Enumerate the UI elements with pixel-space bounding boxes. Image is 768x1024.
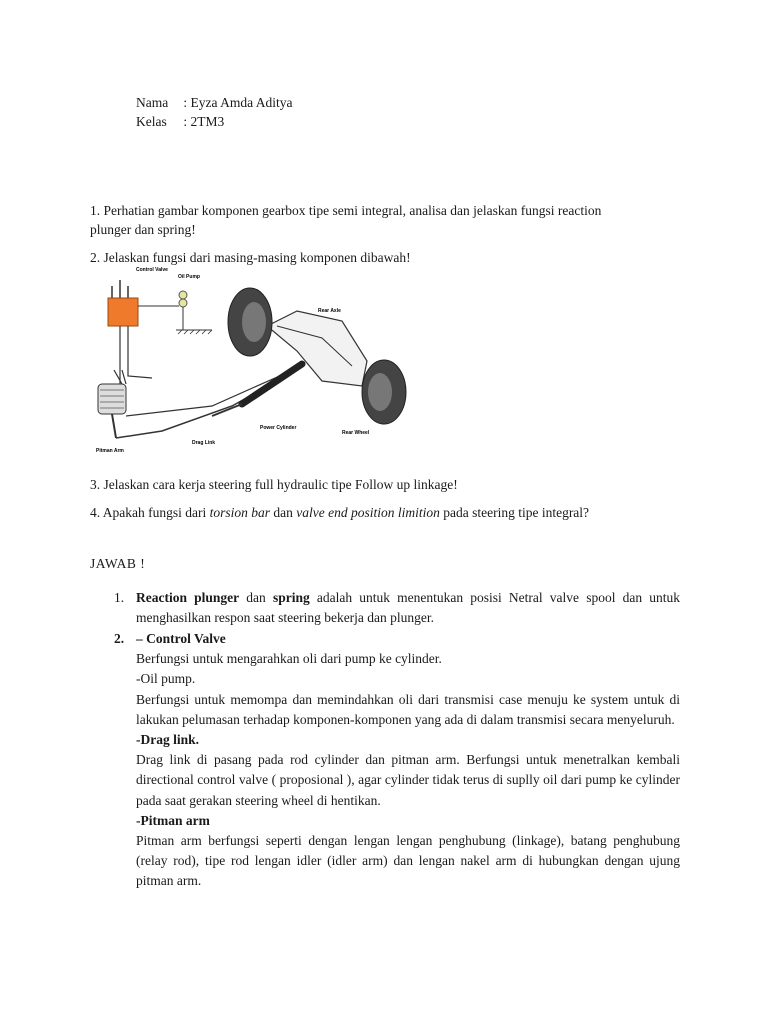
name-row bbox=[136, 95, 292, 111]
answer-1-connector: dan bbox=[239, 590, 273, 605]
answers-heading: JAWAB ! bbox=[90, 556, 146, 571]
label-rear-axle: Rear Axle bbox=[318, 308, 341, 314]
steering-system-figure bbox=[92, 266, 422, 456]
drag-link-rod bbox=[116, 384, 272, 438]
control-valve-text: Berfungsi untuk mengarahkan oli dari pump ke cylinder. bbox=[136, 651, 442, 667]
question-2: 2. Jelaskan fungsi dari masing-masing komponen dibawah! bbox=[90, 250, 411, 265]
name-label: Nama bbox=[136, 95, 169, 110]
answer-1-term-2: spring bbox=[272, 590, 310, 605]
answer-1-body bbox=[136, 588, 680, 628]
class-row bbox=[136, 114, 224, 130]
tank-hatch bbox=[178, 330, 212, 334]
pitman-arm-heading: -Pitman arm bbox=[136, 812, 210, 828]
oil-pump-symbol-bottom bbox=[179, 299, 187, 307]
name-value: : Eyza Amda Aditya bbox=[183, 95, 293, 110]
power-cylinder-rod bbox=[212, 404, 242, 416]
power-cylinder-body bbox=[242, 364, 302, 404]
pitman-arm-text: Pitman arm berfungsi seperti dengan lengan lengan penghubung (linkage), batang penghubung (relay rod), tipe rod lengan idler (idler arm) dan lengan nakel arm di hubungkan dengan ujung pitman arm. bbox=[136, 833, 680, 889]
question-1 bbox=[90, 201, 690, 239]
steering-diagram bbox=[92, 266, 422, 456]
rear-wheel-hub bbox=[368, 373, 392, 411]
control-valve-heading: – Control Valve bbox=[136, 631, 226, 646]
answer-1-number: 1. bbox=[114, 590, 125, 605]
class-label: Kelas bbox=[136, 114, 167, 129]
label-control-valve: Control Valve bbox=[136, 267, 168, 273]
answer-1-term-1: Reaction plunger bbox=[136, 590, 240, 605]
drag-link-heading: -Drag link. bbox=[136, 732, 200, 748]
oil-pump-symbol-top bbox=[179, 291, 187, 299]
question-4-suffix: pada steering tipe integral? bbox=[439, 505, 590, 520]
label-drag-link: Drag Link bbox=[192, 440, 216, 446]
class-value: : 2TM3 bbox=[183, 114, 225, 129]
question-1-line-2: plunger dan spring! bbox=[90, 222, 196, 237]
label-rear-wheel: Rear Wheel bbox=[342, 430, 370, 436]
answer-2 bbox=[114, 629, 680, 892]
hydraulic-hose bbox=[126, 366, 302, 416]
answer-2-body bbox=[136, 629, 680, 892]
answer-2-number: 2. bbox=[114, 631, 125, 646]
control-valve-box bbox=[108, 298, 138, 326]
question-4-term-2: valve end position limition bbox=[296, 505, 440, 520]
answer-1-text: adalah untuk menentukan posisi Netral valve spool dan untuk menghasilkan respon saat steering bekerja dan plunger. bbox=[136, 590, 680, 626]
label-pitman-arm: Pitman Arm bbox=[96, 448, 124, 454]
question-1-line-1: 1. Perhatian gambar komponen gearbox tipe semi integral, analisa dan jelaskan fungsi reaction bbox=[90, 203, 602, 218]
answer-1 bbox=[114, 588, 680, 628]
question-4 bbox=[90, 503, 690, 522]
oil-pump-heading: -Oil pump. bbox=[136, 671, 196, 687]
question-3: 3. Jelaskan cara kerja steering full hydraulic tipe Follow up linkage! bbox=[90, 477, 458, 492]
label-power-cylinder: Power Cylinder bbox=[260, 425, 297, 431]
drag-link-text: Drag link di pasang pada rod cylinder dan pitman arm. Berfungsi untuk menetralkan kembali directional control valve ( proposional ), agar cylinder tidak terus di suplly oil dari pump ke cylinder pada saat gerakan steering wheel di hentikan. bbox=[136, 752, 680, 808]
gearbox-body bbox=[98, 384, 126, 414]
label-oil-pump: Oil Pump bbox=[178, 274, 200, 280]
question-4-prefix: 4. Apakah fungsi dari bbox=[90, 505, 210, 520]
hydraulic-line-2 bbox=[128, 326, 152, 378]
pitman-arm-link bbox=[112, 414, 116, 438]
oil-pump-text: Berfungsi untuk memompa dan memindahkan oli dari transmisi case menuju ke system untuk di lakukan pelumasan terhadap komponen-komponen yang ada di dalam transmisi secara menyeluruh. bbox=[136, 691, 680, 727]
question-4-and: dan bbox=[270, 505, 297, 520]
front-wheel-hub bbox=[242, 302, 266, 342]
question-4-term-1: torsion bar bbox=[209, 505, 270, 520]
